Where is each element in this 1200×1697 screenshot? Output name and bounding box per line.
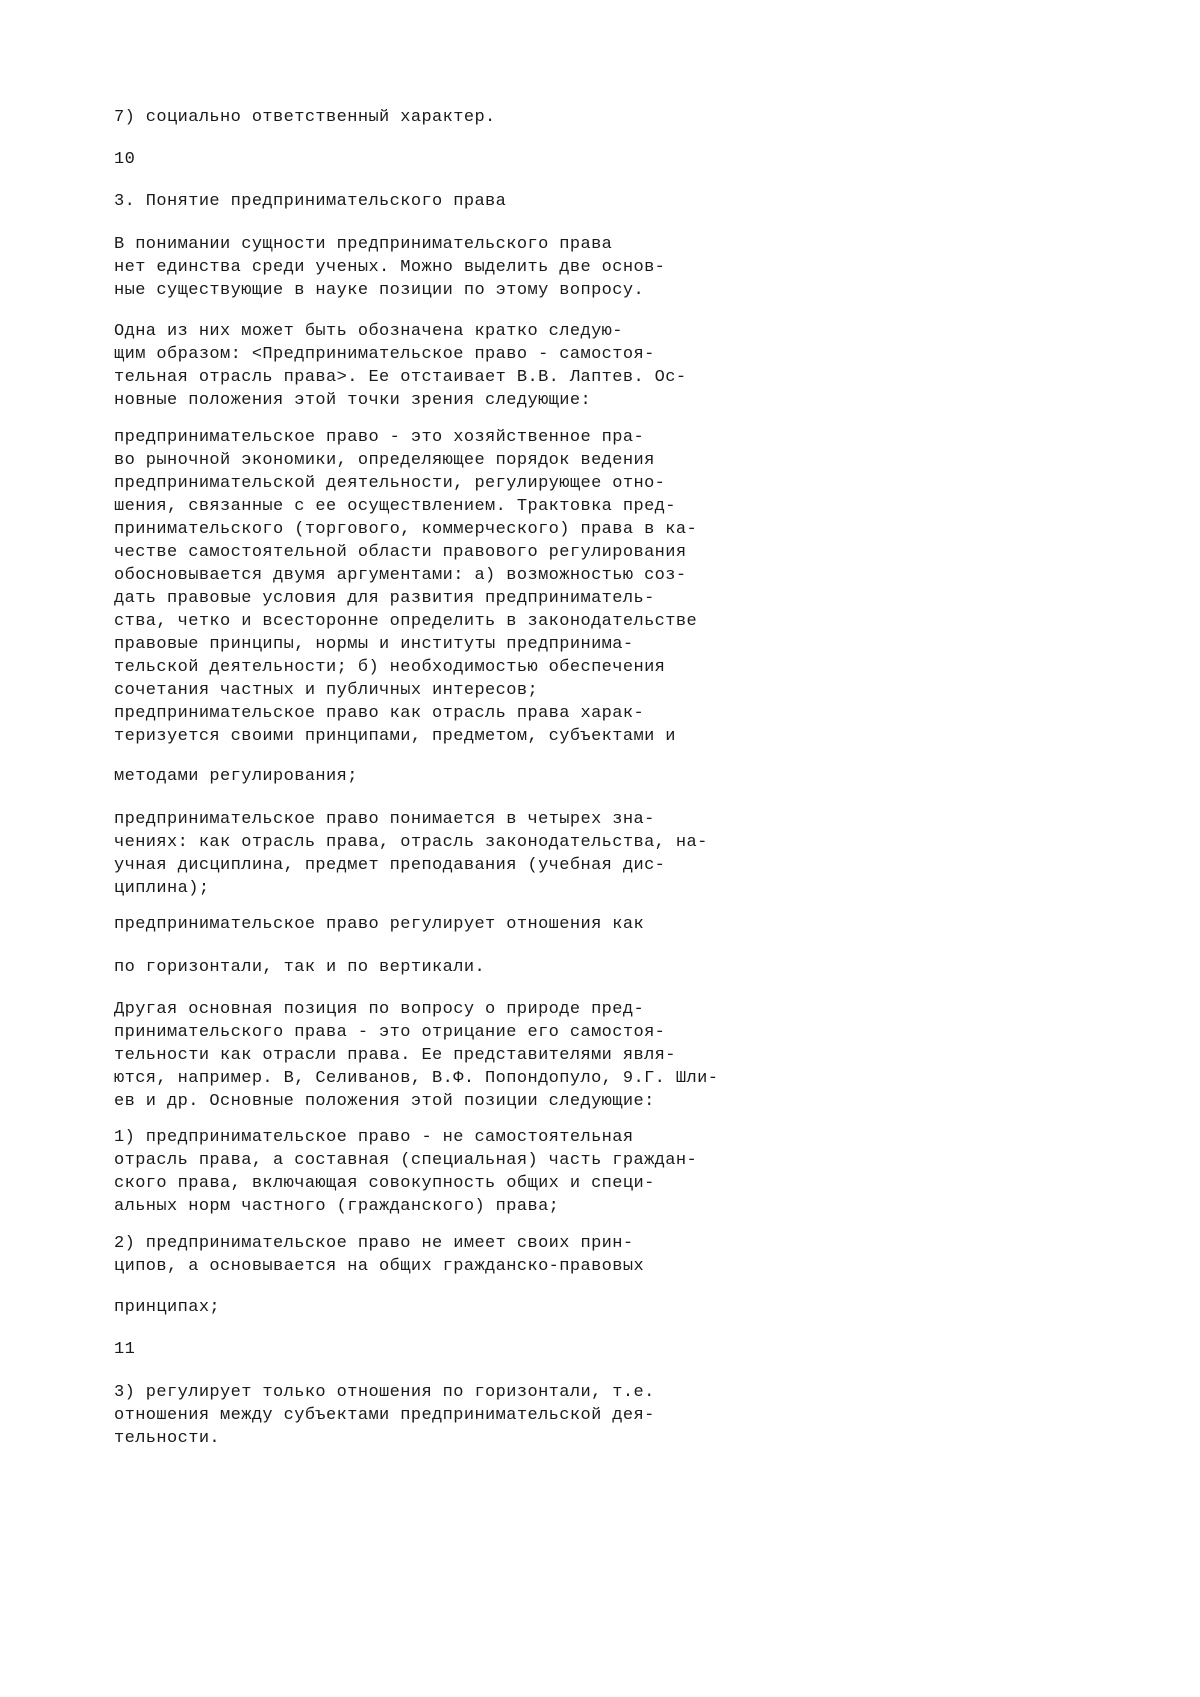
paragraph-four-meanings: предпринимательское право понимается в четырех зна- чениях: как отрасль права, отрасль законодательства, на- учная дисциплина, предмет преподавания (учебная дис- циплина); <box>114 810 708 898</box>
paragraph-principles: принципах; <box>114 1298 221 1317</box>
page-number: 11 <box>114 1340 136 1359</box>
paragraph-horizontal: по горизонтали, так и по вертикали. <box>114 958 486 977</box>
page-number: 10 <box>114 150 136 169</box>
paragraph-branch-of-law: предпринимательское право как отрасль права харак- теризуется своими принципами, предметом, субъектами и <box>114 704 676 746</box>
list-item-2: 2) предпринимательское право не имеет своих прин- ципов, а основывается на общих гражданско-правовых <box>114 1234 645 1276</box>
paragraph-methods: методами регулирования; <box>114 767 358 786</box>
list-item-1: 1) предпринимательское право - не самостоятельная отрасль права, а составная (специальная) часть граждан- ского права, включающая совокупность общих и специ- альных норм частного (гражданского) права; <box>114 1128 698 1216</box>
section-heading: 3. Понятие предпринимательского права <box>114 192 507 211</box>
paragraph-economic-law: предпринимательское право - это хозяйственное пра- во рыночной экономики, определяющее порядок ведения предпринимательской деятельности, регулирующее отно- шения, связанные с ее осуществлением. Трактовка пред- принимательского (торгового, коммерческого) права в ка- честве самостоятельной области правового регулирования обосновывается двумя аргументами: а) возможностью соз- дать правовые условия для развития предприниматель- ства, четко и всесторонне определить в законодательстве правовые принципы, нормы и институты предпринима- тельской деятельности; б) необходимостью обеспечения сочетания частных и публичных интересов; <box>114 428 698 700</box>
list-item-3: 3) регулирует только отношения по горизонтали, т.е. отношения между субъектами предпринимательской дея- тельности. <box>114 1383 655 1448</box>
paragraph-second-position: Другая основная позиция по вопросу о природе пред- принимательского права - это отрицание его самостоя- тельности как отрасли права. Ее представителями явля- ются, например. В, Селиванов, В.Ф. Попондопуло, 9.Г. Шли- ев и др. Основные положения этой позиции следующие: <box>114 1000 719 1111</box>
list-item-7: 7) социально ответственный характер. <box>114 108 496 127</box>
paragraph-regulates: предпринимательское право регулирует отношения как <box>114 915 645 934</box>
paragraph-intro: В понимании сущности предпринимательского права нет единства среди ученых. Можно выделить две основ- ные существующие в науке позиции по этому вопросу. <box>114 235 666 300</box>
paragraph-first-position: Одна из них может быть обозначена кратко следую- щим образом: <Предпринимательское право - самостоя- тельная отрасль права>. Ее отстаивает В.В. Лаптев. Ос- новные положения этой точки зрения следующие: <box>114 322 687 410</box>
